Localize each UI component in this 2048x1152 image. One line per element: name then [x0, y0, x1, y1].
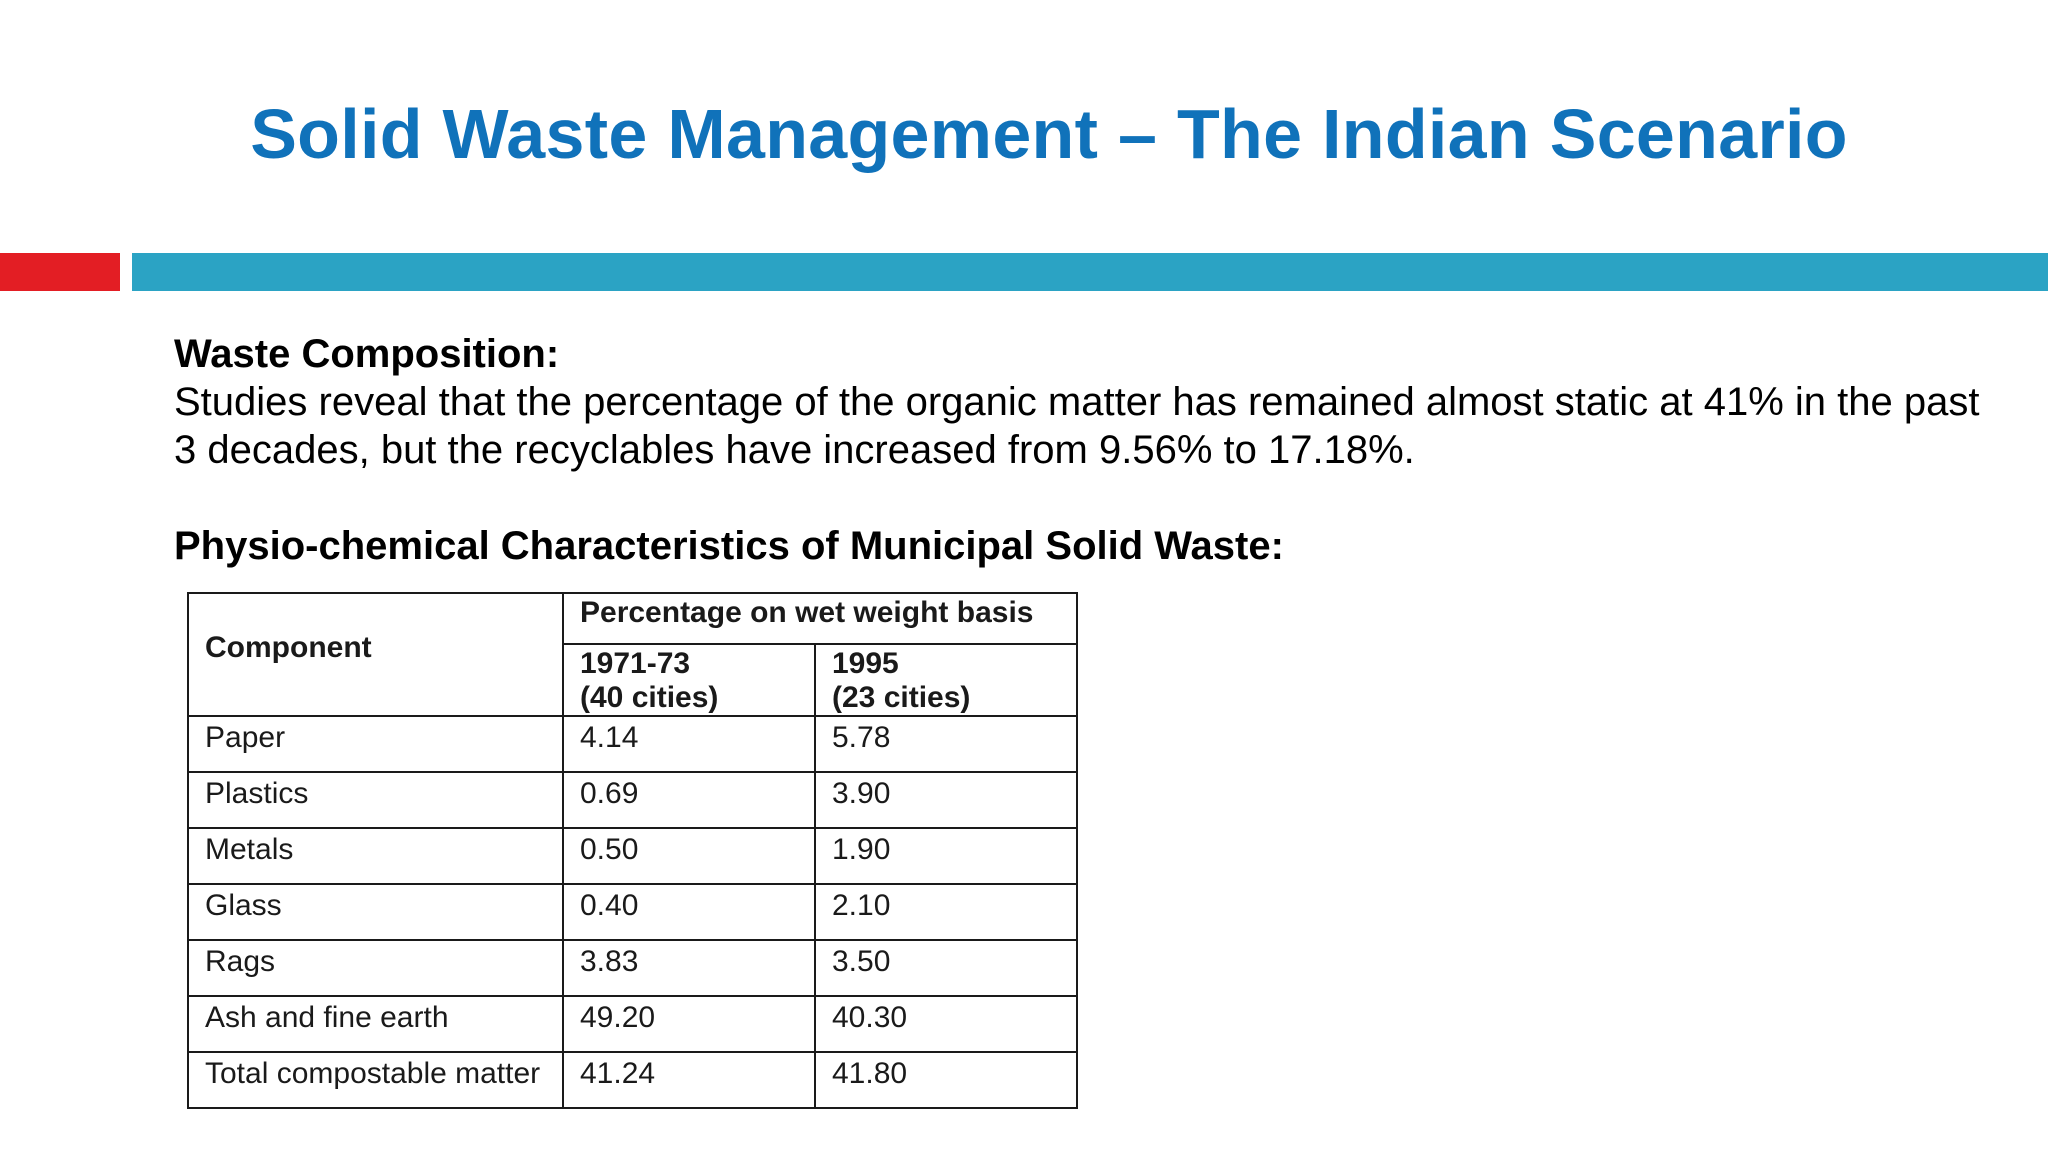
column-header-1995 — [815, 644, 1077, 716]
table-row — [188, 716, 1077, 772]
value-1971-73-cell: 0.50 — [563, 828, 815, 884]
value-1995-cell: 2.10 — [815, 884, 1077, 940]
component-cell: Paper — [188, 716, 563, 772]
accent-bar-teal — [132, 253, 2048, 291]
value-1995-cell: 41.80 — [815, 1052, 1077, 1108]
column-header-1971-73-line2: (40 cities) — [580, 681, 719, 714]
value-1995-cell: 1.90 — [815, 828, 1077, 884]
component-cell: Glass — [188, 884, 563, 940]
accent-bar-red — [0, 253, 120, 291]
value-1971-73-cell: 3.83 — [563, 940, 815, 996]
value-1995-cell: 40.30 — [815, 996, 1077, 1052]
component-cell: Plastics — [188, 772, 563, 828]
component-cell: Ash and fine earth — [188, 996, 563, 1052]
column-header-1995-line1: 1995 — [832, 647, 899, 680]
value-1995-cell: 3.50 — [815, 940, 1077, 996]
component-cell: Rags — [188, 940, 563, 996]
waste-composition-heading: Waste Composition: — [174, 332, 560, 376]
column-header-1995-line2: (23 cities) — [832, 681, 971, 714]
table-row — [188, 772, 1077, 828]
value-1971-73-cell: 0.69 — [563, 772, 815, 828]
component-header: Component — [188, 593, 563, 716]
table-header-row — [188, 593, 1077, 644]
characteristics-heading: Physio-chemical Characteristics of Municipal Solid Waste: — [174, 524, 1284, 568]
value-1971-73-cell: 4.14 — [563, 716, 815, 772]
table-row — [188, 1052, 1077, 1108]
slide-body — [174, 330, 2004, 570]
slide-title: Solid Waste Management – The Indian Scenario — [250, 95, 1848, 173]
value-1971-73-cell: 41.24 — [563, 1052, 815, 1108]
column-header-1971-73-line1: 1971-73 — [580, 647, 691, 680]
table-row — [188, 884, 1077, 940]
value-1971-73-cell: 49.20 — [563, 996, 815, 1052]
table-row — [188, 828, 1077, 884]
waste-composition-text: Studies reveal that the percentage of the organic matter has remained almost static at 41% in the past 3 decades, but the recyclables have increased from 9.56% to 17.18%. — [174, 380, 1980, 472]
table-row — [188, 996, 1077, 1052]
percentage-group-header: Percentage on wet weight basis — [563, 593, 1077, 644]
table-row — [188, 940, 1077, 996]
value-1971-73-cell: 0.40 — [563, 884, 815, 940]
component-cell: Total compostable matter — [188, 1052, 563, 1108]
column-header-1971-73 — [563, 644, 815, 716]
component-cell: Metals — [188, 828, 563, 884]
waste-characteristics-table — [187, 592, 1078, 1109]
value-1995-cell: 5.78 — [815, 716, 1077, 772]
value-1995-cell: 3.90 — [815, 772, 1077, 828]
